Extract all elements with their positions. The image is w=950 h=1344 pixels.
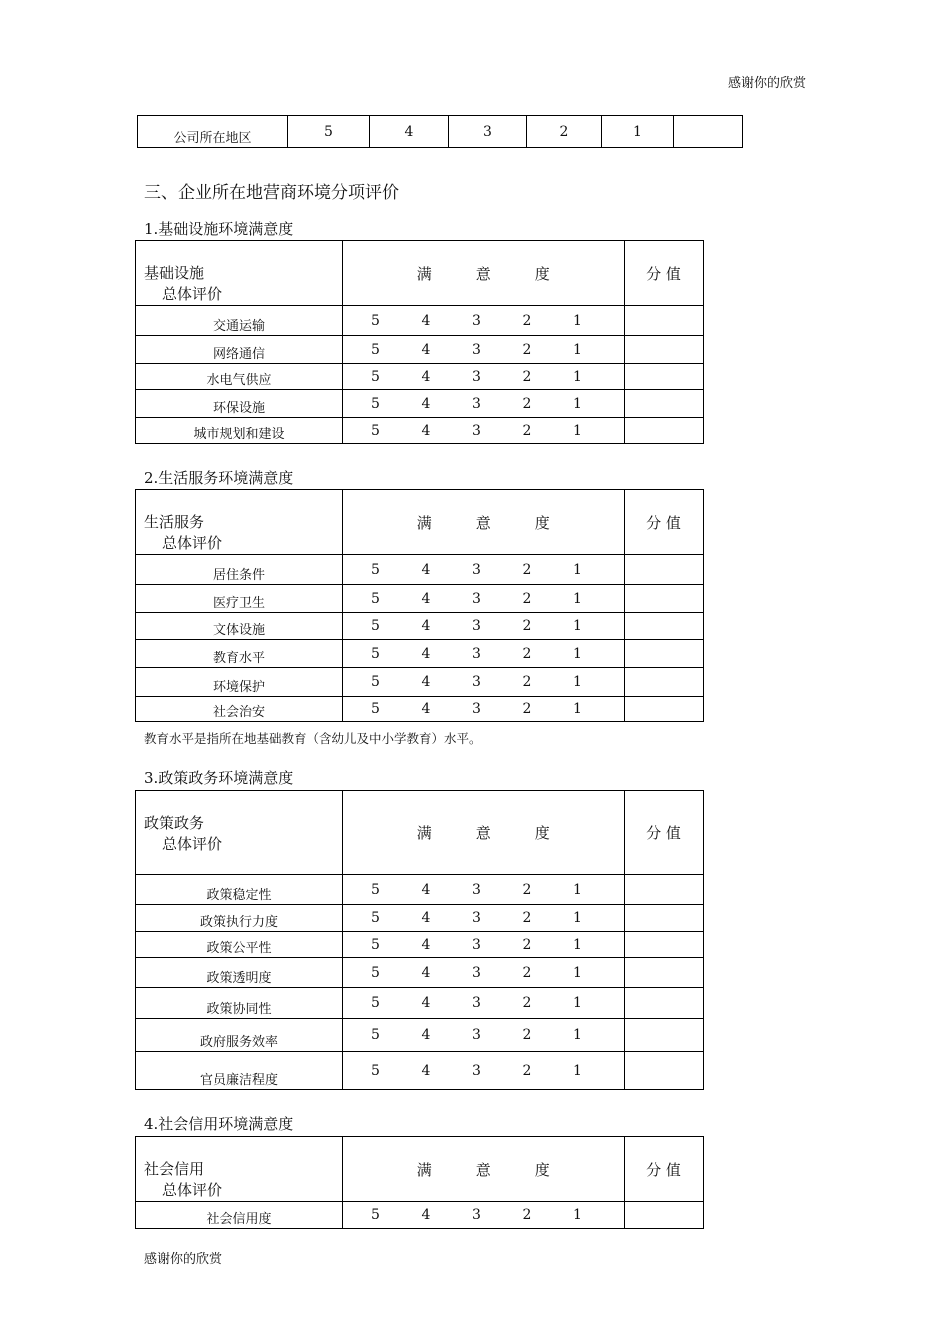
rating-option[interactable]: 3: [472, 1027, 481, 1043]
table-header-row: [136, 241, 704, 306]
rating-option[interactable]: 3: [472, 395, 481, 412]
table-row: [136, 390, 704, 418]
row-label: 政策稳定性: [136, 875, 343, 905]
header-category: [136, 1137, 343, 1202]
rating-option[interactable]: 2: [522, 1062, 532, 1079]
rating-option[interactable]: 1: [573, 618, 582, 634]
header-char: 意: [475, 513, 491, 532]
rating-option[interactable]: 1: [573, 1207, 582, 1223]
rating-option[interactable]: 1: [573, 701, 582, 717]
subsection-title: 4.社会信用环境满意度: [144, 1115, 294, 1133]
rating-options: [343, 668, 625, 697]
header-category-line2: 总体评价: [162, 1181, 223, 1199]
header-category-line1: 政策政务: [144, 814, 205, 832]
satisfaction-table: [135, 1136, 704, 1229]
score-cell[interactable]: [624, 875, 703, 905]
rating-option[interactable]: 3: [472, 910, 481, 926]
header-char: 意: [475, 1160, 491, 1179]
rating-options: [343, 1052, 625, 1090]
row-label: 城市规划和建设: [136, 418, 343, 444]
rating-value: 1: [602, 116, 674, 148]
rating-option[interactable]: 4: [421, 881, 431, 898]
table-row: [136, 306, 704, 336]
header-score: 分 值: [624, 791, 703, 875]
row-label: 社会治安: [136, 697, 343, 722]
table-row: [136, 875, 704, 905]
row-label: 官员廉洁程度: [136, 1052, 343, 1090]
rating-option[interactable]: 5: [371, 881, 380, 898]
rating-option[interactable]: 3: [472, 618, 481, 634]
rating-option[interactable]: 5: [371, 312, 380, 329]
row-label: 水电气供应: [136, 364, 343, 390]
table-row: [136, 613, 704, 640]
rating-option[interactable]: 4: [421, 312, 431, 329]
row-label: 居住条件: [136, 555, 343, 585]
score-cell[interactable]: [624, 668, 703, 697]
rating-option[interactable]: 1: [573, 910, 582, 926]
rating-option[interactable]: 5: [371, 964, 380, 981]
table-row: [136, 988, 704, 1019]
score-cell[interactable]: [624, 1052, 703, 1090]
rating-option[interactable]: 5: [371, 561, 380, 578]
header-category-line2: 总体评价: [162, 285, 223, 303]
header-score: 分 值: [624, 490, 703, 555]
header-satisfaction: [343, 1137, 625, 1202]
score-cell[interactable]: [624, 613, 703, 640]
score-cell[interactable]: [624, 988, 703, 1019]
table-row: [136, 697, 704, 722]
section-title: 三、企业所在地营商环境分项评价: [144, 183, 399, 203]
header-category: [136, 490, 343, 555]
rating-option[interactable]: 4: [421, 910, 431, 926]
rating-options: [343, 555, 625, 585]
rating-option[interactable]: 3: [472, 1062, 481, 1079]
rating-options: [343, 1202, 625, 1229]
row-label: 环境保护: [136, 668, 343, 697]
rating-option[interactable]: 3: [472, 964, 481, 981]
rating-option[interactable]: 3: [472, 701, 481, 717]
rating-option[interactable]: 4: [421, 936, 431, 953]
rating-options: [343, 364, 625, 390]
rating-option[interactable]: 2: [522, 1207, 532, 1223]
score-cell[interactable]: [624, 640, 703, 668]
rating-option[interactable]: 1: [573, 674, 582, 690]
header-char: 满: [416, 513, 432, 532]
rating-option[interactable]: 3: [472, 422, 481, 439]
header-char: 意: [475, 824, 491, 842]
satisfaction-table: [135, 790, 704, 1090]
rating-option[interactable]: 2: [522, 936, 532, 953]
table-header-row: [136, 1137, 704, 1202]
page-header-text: 感谢你的欣赏: [727, 76, 806, 91]
header-category-line2: 总体评价: [162, 534, 223, 552]
table-row: [136, 336, 704, 364]
row-label: 公司所在地区: [138, 116, 288, 148]
rating-options: [343, 336, 625, 364]
header-score: 分 值: [624, 1137, 703, 1202]
header-category: [136, 791, 343, 875]
header-satisfaction: [343, 490, 625, 555]
row-label: 政策协同性: [136, 988, 343, 1019]
rating-option[interactable]: 5: [371, 910, 380, 926]
rating-options: [343, 932, 625, 958]
rating-value: 5: [288, 116, 370, 148]
rating-value: 3: [449, 116, 527, 148]
rating-option[interactable]: 2: [522, 701, 532, 717]
page-footer-text: 感谢你的欣赏: [144, 1252, 223, 1267]
rating-option[interactable]: 5: [371, 1062, 380, 1079]
table-row: [138, 116, 743, 148]
rating-options: [343, 905, 625, 932]
row-label: 环保设施: [136, 390, 343, 418]
header-satisfaction: [343, 791, 625, 875]
rating-option[interactable]: 2: [522, 561, 532, 578]
rating-value: 4: [370, 116, 449, 148]
rating-options: [343, 306, 625, 336]
table-row: [136, 932, 704, 958]
rating-option[interactable]: 3: [472, 590, 481, 607]
rating-option[interactable]: 2: [522, 422, 532, 439]
rating-option[interactable]: 4: [421, 995, 431, 1011]
subsection-title: 3.政策政务环境满意度: [144, 769, 294, 787]
rating-option[interactable]: 4: [421, 1207, 431, 1223]
header-category-line2: 总体评价: [162, 835, 223, 853]
rating-option[interactable]: 5: [371, 395, 380, 412]
rating-option[interactable]: 5: [371, 1027, 380, 1043]
row-label: 政策执行力度: [136, 905, 343, 932]
table-row: [136, 1052, 704, 1090]
rating-option[interactable]: 3: [472, 368, 481, 385]
rating-option[interactable]: 2: [522, 1027, 532, 1043]
score-cell[interactable]: [624, 932, 703, 958]
rating-option[interactable]: 4: [421, 341, 431, 358]
rating-option[interactable]: 2: [522, 395, 532, 412]
rating-option[interactable]: 1: [573, 312, 582, 329]
rating-option[interactable]: 2: [522, 341, 532, 358]
rating-option[interactable]: 3: [472, 561, 481, 578]
rating-options: [343, 585, 625, 613]
table-header-row: [136, 791, 704, 875]
rating-option[interactable]: 1: [573, 1062, 582, 1079]
rating-options: [343, 1019, 625, 1052]
rating-option[interactable]: 5: [371, 936, 380, 953]
rating-option[interactable]: 1: [573, 936, 582, 953]
score-cell[interactable]: [624, 697, 703, 722]
rating-option[interactable]: 5: [371, 590, 380, 607]
rating-option[interactable]: 2: [522, 995, 532, 1011]
header-category-line1: 生活服务: [144, 513, 205, 531]
header-category-line1: 基础设施: [144, 264, 205, 282]
row-label: 医疗卫生: [136, 585, 343, 613]
header-char: 满: [416, 1160, 432, 1179]
rating-option[interactable]: 1: [573, 341, 582, 358]
row-label: 教育水平: [136, 640, 343, 668]
row-label: 社会信用度: [136, 1202, 343, 1229]
table-row: [136, 640, 704, 668]
table-row: [136, 418, 704, 444]
rating-option[interactable]: 5: [371, 674, 380, 690]
rating-option[interactable]: 1: [573, 395, 582, 412]
score-cell[interactable]: [624, 418, 703, 444]
rating-option[interactable]: 4: [421, 422, 431, 439]
rating-option[interactable]: 4: [421, 368, 431, 385]
rating-option[interactable]: 1: [573, 881, 582, 898]
rating-options: [343, 640, 625, 668]
score-cell[interactable]: [624, 555, 703, 585]
row-label: 交通运输: [136, 306, 343, 336]
score-cell[interactable]: [674, 116, 743, 148]
table-row: [136, 1019, 704, 1052]
rating-option[interactable]: 4: [421, 674, 431, 690]
rating-options: [343, 958, 625, 988]
rating-options: [343, 988, 625, 1019]
rating-option[interactable]: 2: [522, 881, 532, 898]
header-char: 满: [416, 824, 432, 842]
rating-option[interactable]: 2: [522, 645, 532, 662]
rating-option[interactable]: 3: [472, 341, 481, 358]
score-cell[interactable]: [624, 306, 703, 336]
rating-option[interactable]: 4: [421, 395, 431, 412]
rating-option[interactable]: 4: [421, 618, 431, 634]
row-label: 文体设施: [136, 613, 343, 640]
header-score: 分 值: [624, 241, 703, 306]
rating-option[interactable]: 2: [522, 590, 532, 607]
score-cell[interactable]: [624, 364, 703, 390]
rating-option[interactable]: 2: [522, 618, 532, 634]
rating-option[interactable]: 1: [573, 1027, 582, 1043]
subsection-title: 2.生活服务环境满意度: [144, 469, 294, 487]
table-header-row: [136, 490, 704, 555]
score-cell[interactable]: [624, 1202, 703, 1229]
rating-option[interactable]: 3: [472, 312, 481, 329]
rating-option[interactable]: 4: [421, 590, 431, 607]
rating-option[interactable]: 4: [421, 964, 431, 981]
rating-option[interactable]: 5: [371, 995, 380, 1011]
rating-option[interactable]: 5: [371, 341, 380, 358]
table-row: [136, 905, 704, 932]
header-char: 度: [534, 513, 550, 532]
rating-option[interactable]: 4: [421, 1027, 431, 1043]
rating-option[interactable]: 2: [522, 368, 532, 385]
education-note: 教育水平是指所在地基础教育（含幼儿及中小学教育）水平。: [144, 731, 482, 746]
rating-option[interactable]: 3: [472, 674, 481, 690]
satisfaction-table: [135, 489, 704, 722]
rating-options: [343, 390, 625, 418]
rating-option[interactable]: 2: [522, 674, 532, 690]
rating-option[interactable]: 3: [472, 936, 481, 953]
rating-options: [343, 418, 625, 444]
score-cell[interactable]: [624, 1019, 703, 1052]
row-label: 网络通信: [136, 336, 343, 364]
rating-option[interactable]: 1: [573, 995, 582, 1011]
table-row: [136, 958, 704, 988]
score-cell[interactable]: [624, 585, 703, 613]
row-label: 政策公平性: [136, 932, 343, 958]
rating-option[interactable]: 5: [371, 422, 380, 439]
table-row: [136, 555, 704, 585]
rating-option[interactable]: 2: [522, 964, 532, 981]
table-row: [136, 364, 704, 390]
score-cell[interactable]: [624, 905, 703, 932]
rating-option[interactable]: 5: [371, 368, 380, 385]
header-char: 度: [534, 264, 550, 283]
rating-options: [343, 613, 625, 640]
rating-option[interactable]: 5: [371, 645, 380, 662]
score-cell[interactable]: [624, 336, 703, 364]
rating-option[interactable]: 1: [573, 422, 582, 439]
header-char: 意: [475, 264, 491, 283]
satisfaction-table: [135, 240, 704, 444]
rating-option[interactable]: 4: [421, 561, 431, 578]
score-cell[interactable]: [624, 958, 703, 988]
header-char: 满: [416, 264, 432, 283]
rating-option[interactable]: 4: [421, 1062, 431, 1079]
header-char: 度: [534, 1160, 550, 1179]
table-row: [136, 668, 704, 697]
rating-option[interactable]: 5: [371, 618, 380, 634]
rating-option[interactable]: 5: [371, 701, 380, 717]
row-label: 政府服务效率: [136, 1019, 343, 1052]
header-satisfaction: [343, 241, 625, 306]
rating-option[interactable]: 2: [522, 312, 532, 329]
rating-option[interactable]: 3: [472, 645, 481, 662]
table-row: [136, 585, 704, 613]
row-label: 政策透明度: [136, 958, 343, 988]
rating-option[interactable]: 1: [573, 964, 582, 981]
score-cell[interactable]: [624, 390, 703, 418]
rating-option[interactable]: 1: [573, 590, 582, 607]
header-category-line1: 社会信用: [144, 1160, 205, 1178]
region-rating-table: [137, 115, 743, 148]
rating-option[interactable]: 1: [573, 368, 582, 385]
rating-options: [343, 875, 625, 905]
rating-option[interactable]: 4: [421, 701, 431, 717]
rating-option[interactable]: 3: [472, 881, 481, 898]
rating-option[interactable]: 3: [472, 1207, 481, 1223]
rating-option[interactable]: 4: [421, 645, 431, 662]
header-char: 度: [534, 824, 550, 842]
rating-options: [343, 697, 625, 722]
rating-option[interactable]: 1: [573, 561, 582, 578]
rating-option[interactable]: 5: [371, 1207, 380, 1223]
rating-option[interactable]: 1: [573, 645, 582, 662]
subsection-title: 1.基础设施环境满意度: [144, 220, 294, 238]
rating-option[interactable]: 2: [522, 910, 532, 926]
rating-value: 2: [527, 116, 602, 148]
table-row: [136, 1202, 704, 1229]
header-category: [136, 241, 343, 306]
rating-option[interactable]: 3: [472, 995, 481, 1011]
